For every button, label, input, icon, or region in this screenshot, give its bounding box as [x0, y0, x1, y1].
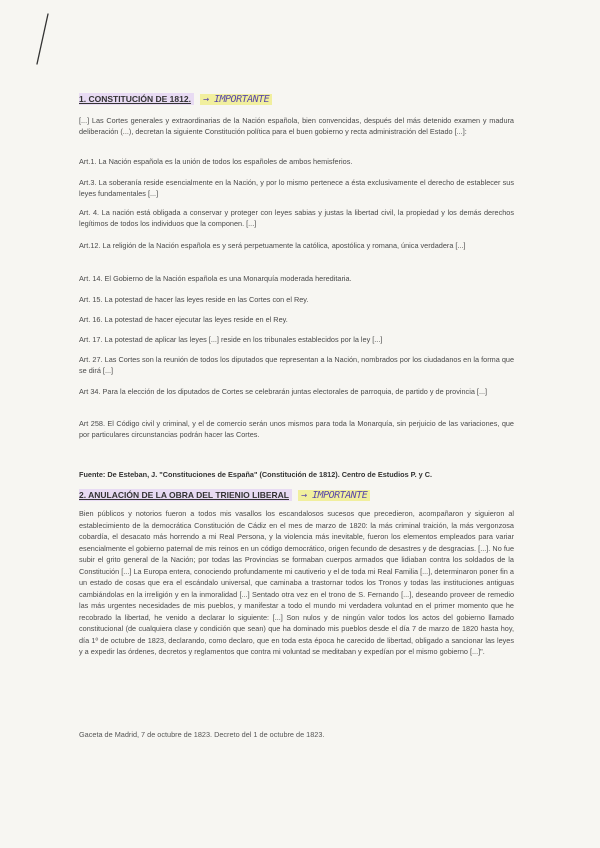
article-16: Art. 16. La potestad de hacer ejecutar las leyes reside en el Rey. [79, 315, 288, 324]
article-4: Art. 4. La nación está obligada a conservar y proteger con leyes sabias y justas la libertad civil, la propiedad y los demás derechos legítimos de todos los individuos que la componen. [...] [79, 208, 514, 229]
section1-source: Fuente: De Esteban, J. "Constituciones de España" (Constitución de 1812). Centro de Estudios P. y C. [79, 470, 433, 479]
article-17: Art. 17. La potestad de aplicar las leyes [...] reside en los tribunales establecidos por la ley [...] [79, 335, 383, 344]
pen-stroke-mark [34, 12, 50, 68]
section1-heading: 1. CONSTITUCIÓN DE 1812. [79, 93, 194, 105]
article-258: Art 258. El Código civil y criminal, y el de comercio serán unos mismos para toda la Monarquía, sin perjuicio de las variaciones, que por particulares circunstancias podrán hacer las Cortes. [79, 419, 514, 440]
decree-source: Gaceta de Madrid, 7 de octubre de 1823. Decreto del 1 de octubre de 1823. [79, 730, 325, 739]
article-34: Art 34. Para la elección de los diputados de Cortes se celebrarán juntas electorales de parroquia, de partido y de provincia [...] [79, 387, 488, 396]
article-12: Art.12. La religión de la Nación española es y será perpetuamente la católica, apostólica y romana, única verdadera [...] [79, 241, 466, 250]
section2-heading: 2. ANULACIÓN DE LA OBRA DEL TRIENIO LIBERAL [79, 489, 292, 501]
article-27: Art. 27. Las Cortes son la reunión de todos los diputados que representan a la Nación, nombrados por los ciudadanos en la forma que se dirá [...] [79, 355, 514, 376]
article-1: Art.1. La Nación española es la unión de todos los españoles de ambos hemisferios. [79, 157, 353, 166]
article-15: Art. 15. La potestad de hacer las leyes reside en las Cortes con el Rey. [79, 295, 309, 304]
decree-text: Bien públicos y notorios fueron a todos mis vasallos los escandalosos sucesos que precedieron, acompañaron y siguieron al establecimiento de la democrática Constitución de Cádiz en el mes de marzo de 1820: la más criminal traición, la más vergonzosa cobardía, el desacato más horrendo a mi Real Persona, y la violencia más inevitable, fueron los elementos empleados para variar esencialmente el gobierno paternal de mis reinos en un código democrático, origen fecundo de desastres y de desgracias. [...]. No fue subir el grito general de la Nación; por todas las Provincias se formaban cuerpos armados que lidiaban contra los soldados de la Constitución [...] La Europa entera, conociendo profundamente mi cautiverio y el de toda mi Real Familia [...], determinaron poner fin a un estado de cosas que era el escándalo universal, que caminaba a trastornar todos los Tronos y todas las instituciones antiguas cambiándolas en la irreligión y en la inmoralidad [...] Sentado otra vez en el trono de S. Fernando [...], deseando proveer de remedio las más urgentes necesidades de mis pueblos, y manifestar a todo el mundo mi verdadera voluntad en el primer momento que he recobrado la libertad, he venido a declarar lo siguiente: [...] Son nulos y de ningún valor todos los actos del gobierno llamado constitucional (de cualquiera clase y condición que sean) que ha dominado mis pueblos desde el día 7 de marzo de 1820 hasta hoy, día 1º de octubre de 1823, declarando, como declaro, que en toda esta época he carecido de libertad, obligado a sancionar las leyes y a expedir las órdenes, decretos y reglamentos que contra mi voluntad se meditaban y expedían por el mismo gobierno [...]". [79, 509, 514, 656]
section1-heading-row [79, 93, 272, 105]
section2-heading-row [79, 489, 370, 501]
section2-important-note: → IMPORTANTE [298, 490, 370, 501]
section1-preamble: [...] Las Cortes generales y extraordinarias de la Nación española, bien convencidas, después del más detenido examen y madura deliberación (...), decretan la siguiente Constitución política para el buen gobierno y recta administración del Estado [...]: [79, 116, 514, 137]
section1-important-note: → IMPORTANTE [200, 94, 272, 105]
article-14: Art. 14. El Gobierno de la Nación española es una Monarquía moderada hereditaria. [79, 274, 352, 283]
article-3: Art.3. La soberanía reside esencialmente en la Nación, y por lo mismo pertenece a ésta exclusivamente el derecho de establecer sus leyes fundamentales [...] [79, 178, 514, 199]
